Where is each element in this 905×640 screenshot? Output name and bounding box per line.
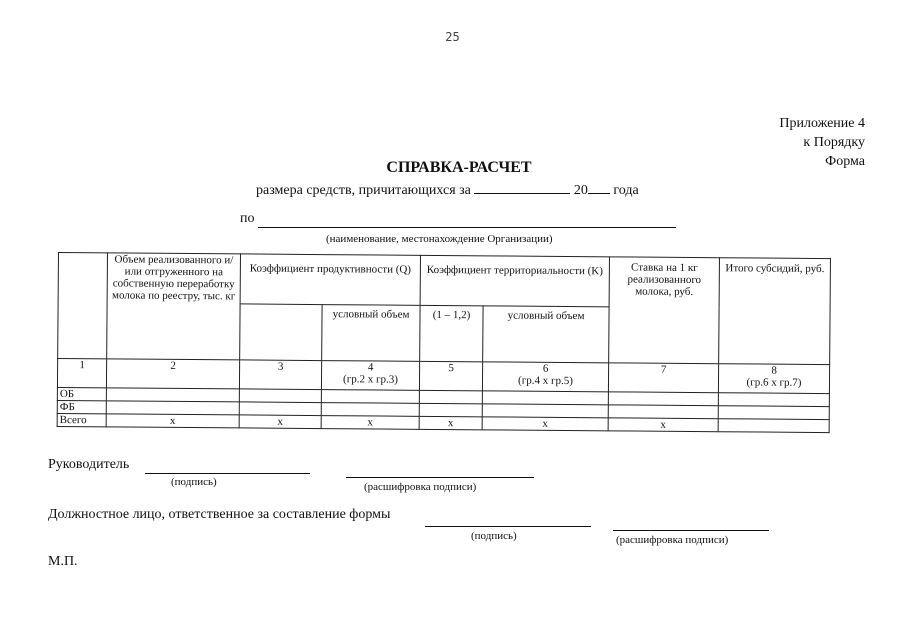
colnum-2: 2 xyxy=(106,359,239,389)
appendix-line-3: Форма xyxy=(825,154,865,169)
row-label-total: Всего xyxy=(57,413,106,426)
document-title: СПРАВКА-РАСЧЕТ xyxy=(386,159,532,176)
cell-total-2: х xyxy=(106,414,239,428)
official-label: Должностное лицо, ответственное за составление формы xyxy=(48,507,391,522)
calculation-table xyxy=(57,252,831,433)
colnum-4-formula: (гр.2 х гр.3) xyxy=(343,373,398,386)
colnum-3: 3 xyxy=(239,360,321,390)
cell-total-6: х xyxy=(482,417,608,431)
appendix-line-1: Приложение 4 xyxy=(779,116,865,131)
cell-total-8 xyxy=(718,419,829,433)
official-signature-line xyxy=(425,526,591,527)
cell-ob-3 xyxy=(239,389,321,403)
head-decoding-caption: (расшифровка подписи) xyxy=(364,481,477,493)
cell-ob-4 xyxy=(321,390,419,404)
period-blank xyxy=(474,179,570,194)
head-signature-caption: (подпись) xyxy=(171,476,217,488)
header-productivity-empty xyxy=(240,304,322,361)
header-conditional-volume: условный объем xyxy=(322,305,420,362)
document-subtitle xyxy=(256,179,639,199)
cell-total-7: х xyxy=(608,418,718,432)
cell-fb-4 xyxy=(321,403,419,417)
stamp-label: М.П. xyxy=(48,554,78,569)
cell-fb-8 xyxy=(718,406,829,420)
colnum-7: 7 xyxy=(608,363,718,393)
cell-total-4: х xyxy=(321,416,419,430)
page-number: 25 xyxy=(445,30,460,44)
cell-ob-8 xyxy=(718,393,829,407)
colnum-6-number: 6 xyxy=(542,362,549,375)
official-decoding-line xyxy=(613,530,769,531)
cell-ob-5 xyxy=(419,390,482,403)
organization-caption: (наименование, местонахождение Организации) xyxy=(326,233,553,245)
year-blank xyxy=(588,179,610,194)
cell-fb-2 xyxy=(106,401,239,415)
head-decoding-line xyxy=(346,477,534,478)
header-range: (1 – 1,2) xyxy=(420,305,483,361)
row-label-ob: ОБ xyxy=(57,387,106,400)
row-label-fb: ФБ xyxy=(57,400,106,413)
colnum-8-number: 8 xyxy=(771,364,777,377)
cell-fb-5 xyxy=(419,403,482,416)
appendix-line-2: к Порядку xyxy=(803,135,865,150)
organization-label: по xyxy=(240,211,255,226)
colnum-6 xyxy=(482,362,608,392)
header-col1-empty xyxy=(58,253,108,359)
cell-total-5: х xyxy=(419,416,482,429)
colnum-5: 5 xyxy=(419,361,482,390)
cell-total-3: х xyxy=(239,415,321,429)
header-territoriality: Коэффициент территориальности (K) xyxy=(420,255,609,306)
header-productivity: Коэффициент продуктивности (Q) xyxy=(240,254,420,305)
subtitle-text: размера средств, причитающихся за xyxy=(256,183,471,198)
header-volume: Объем реализованного и/или отгруженного на собственную переработку молока по реестру, тыс. кг xyxy=(107,253,241,360)
colnum-4-number: 4 xyxy=(367,361,374,374)
cell-ob-7 xyxy=(608,392,718,406)
colnum-4 xyxy=(321,361,419,391)
official-signature-caption: (подпись) xyxy=(471,530,517,542)
head-signature-line xyxy=(145,473,310,474)
year-prefix: 20 xyxy=(573,183,588,198)
head-label: Руководитель xyxy=(48,457,130,472)
colnum-1: 1 xyxy=(57,359,106,388)
header-total: Итого субсидий, руб. xyxy=(719,258,831,365)
year-suffix: года xyxy=(613,183,639,198)
cell-fb-3 xyxy=(239,402,321,416)
organization-line xyxy=(258,227,676,228)
header-conditional-volume-2: условный объем xyxy=(483,306,609,363)
colnum-6-formula: (гр.4 х гр.5) xyxy=(518,374,573,388)
cell-fb-6 xyxy=(482,404,608,418)
cell-fb-7 xyxy=(608,405,718,419)
colnum-8 xyxy=(718,364,829,394)
official-decoding-caption: (расшифровка подписи) xyxy=(616,534,729,546)
colnum-8-formula: (гр.6 х гр.7) xyxy=(746,376,802,389)
header-rate: Ставка на 1 кг реализованного молока, руб. xyxy=(609,257,720,364)
cell-ob-2 xyxy=(106,388,239,402)
cell-ob-6 xyxy=(482,391,608,405)
